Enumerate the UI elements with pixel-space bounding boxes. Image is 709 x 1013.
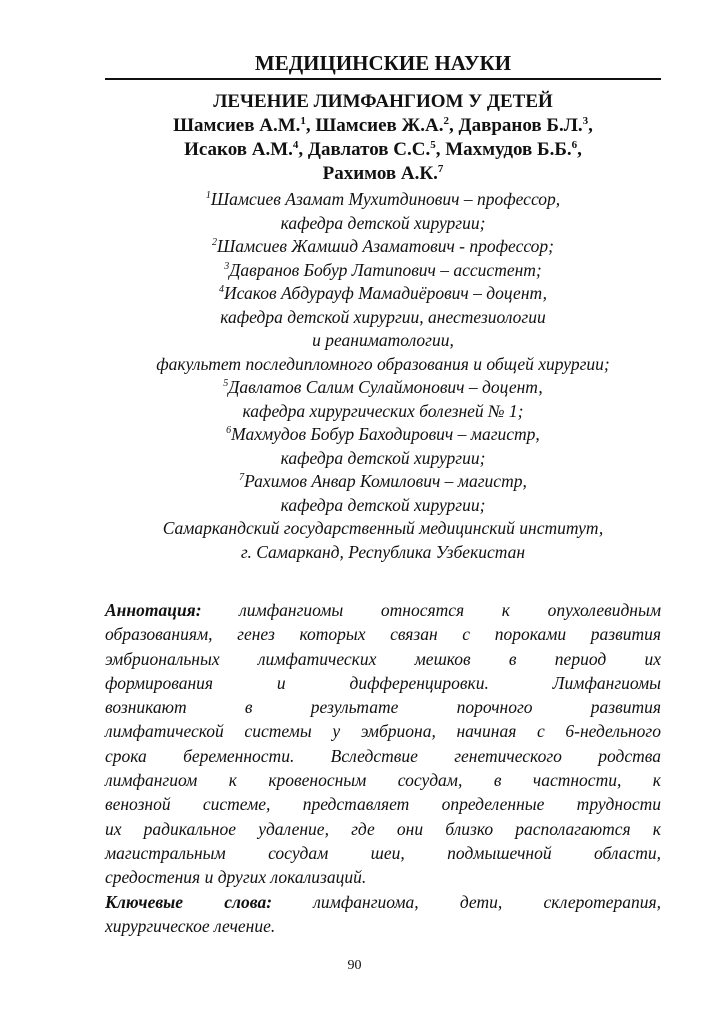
author-separator: , xyxy=(588,115,593,136)
author-name: Исаков А.М. xyxy=(184,139,293,160)
author-index: 6 xyxy=(571,139,578,151)
text-line xyxy=(105,671,661,695)
affiliation-index: 2 xyxy=(211,237,217,248)
text-line xyxy=(105,647,661,671)
line-text: лимфангиома, дети, склеротерапия, xyxy=(272,891,661,912)
author-line xyxy=(105,114,661,138)
abstract xyxy=(105,598,661,890)
text-line xyxy=(105,792,661,816)
section-rule xyxy=(105,78,661,80)
affiliation-line xyxy=(100,541,666,565)
line-text: лимфатической системы у эмбриона, начиная с 6-недельного xyxy=(105,721,661,742)
author-name: Рахимов А.К. xyxy=(322,163,438,184)
text-line xyxy=(105,768,661,792)
text-line xyxy=(105,865,661,889)
affiliation-line xyxy=(100,494,666,518)
author-name: Шамсиев А.М. xyxy=(173,115,301,136)
affiliations xyxy=(100,188,666,564)
label: Аннотация: xyxy=(105,600,202,620)
author-separator: , xyxy=(577,139,582,160)
text-line xyxy=(105,598,661,622)
text-line xyxy=(105,841,661,865)
affiliation-line xyxy=(100,306,666,330)
line-text: хирургическое лечение. xyxy=(105,915,276,936)
affiliation-index: 6 xyxy=(226,425,232,436)
affiliation-text: факультет последипломного образования и общей хирургии; xyxy=(156,353,610,374)
affiliation-line xyxy=(100,423,666,447)
affiliation-text: Шамсиев Жамшид Азаматович - профессор; xyxy=(216,236,555,256)
author-name: Махмудов Б.Б. xyxy=(445,139,572,160)
author-separator: , xyxy=(298,139,308,160)
title-block xyxy=(105,90,661,186)
affiliation-line xyxy=(100,329,666,353)
author-separator: , xyxy=(449,115,459,136)
author-index: 4 xyxy=(292,139,299,151)
affiliation-text: кафедра хирургических болезней № 1; xyxy=(242,400,524,421)
affiliation-text: Рахимов Анвар Комилович – магистр, xyxy=(244,471,527,491)
text-line xyxy=(105,890,661,914)
text-line xyxy=(105,719,661,743)
author-index: 2 xyxy=(443,115,450,127)
author-name: Давлатов С.С. xyxy=(307,139,431,160)
affiliation-text: кафедра детской хирургии; xyxy=(280,212,486,233)
line-text: лимфангиомы относятся к опухолевидным xyxy=(201,600,661,620)
affiliation-index: 3 xyxy=(224,260,230,272)
affiliation-index: 7 xyxy=(239,472,245,483)
affiliation-line xyxy=(100,259,666,283)
text-line xyxy=(105,695,661,719)
line-text: их радикальное удаление, где они близко располагаются к xyxy=(105,818,661,839)
author-name: Шамсиев Ж.А. xyxy=(315,115,444,136)
author-line xyxy=(105,138,661,162)
affiliation-line xyxy=(100,376,666,400)
line-text: срока беременности. Вследствие генетического родства xyxy=(105,745,661,766)
affiliation-index: 5 xyxy=(223,378,229,389)
article-title: ЛЕЧЕНИЕ ЛИМФАНГИОМ У ДЕТЕЙ xyxy=(213,91,553,112)
affiliation-line xyxy=(100,282,666,306)
affiliation-index: 4 xyxy=(219,284,225,295)
text-line xyxy=(105,914,661,938)
affiliation-text: г. Самарканд, Республика Узбекистан xyxy=(240,541,526,562)
affiliation-line xyxy=(100,447,666,471)
line-text: венозной системе, представляет определенные трудности xyxy=(105,794,661,815)
line-text: образованиям, генез которых связан с пороками развития xyxy=(105,624,661,645)
abstract-block xyxy=(105,598,661,938)
line-text: средостения и других локализаций. xyxy=(105,867,367,888)
author-index: 5 xyxy=(430,139,436,151)
affiliation-text: Махмудов Бобур Баходирович – магистр, xyxy=(231,424,540,444)
affiliation-text: Давлатов Салим Сулаймонович – доцент, xyxy=(228,377,543,397)
author-name: Давранов Б.Л. xyxy=(458,115,583,136)
affiliation-line xyxy=(100,235,666,259)
affiliation-text: и реаниматологии, xyxy=(312,330,454,350)
text-line xyxy=(105,744,661,768)
author-index: 1 xyxy=(300,115,306,127)
affiliation-line xyxy=(100,470,666,494)
keywords xyxy=(105,890,661,939)
affiliation-text: Самаркандский государственный медицинский институт, xyxy=(162,518,604,538)
line-text: возникают в результате порочного развития xyxy=(105,697,661,718)
line-text: лимфангиом к кровеносным сосудам, в частности, к xyxy=(105,770,661,791)
author-index: 7 xyxy=(437,163,444,175)
affiliation-line xyxy=(100,353,666,377)
affiliation-text: Давранов Бобур Латипович – ассистент; xyxy=(229,259,542,280)
affiliation-line xyxy=(100,400,666,424)
affiliation-text: кафедра детской хирургии; xyxy=(280,447,486,468)
section-title: МЕДИЦИНСКИЕ НАУКИ xyxy=(254,51,512,75)
affiliation-line xyxy=(100,517,666,541)
affiliation-text: кафедра детской хирургии; xyxy=(280,494,486,515)
author-separator: , xyxy=(435,139,446,160)
affiliation-text: кафедра детской хирургии, анестезиологии xyxy=(220,306,546,327)
affiliation-text: Шамсиев Азамат Мухитдинович – профессор, xyxy=(210,189,561,209)
author-line xyxy=(105,162,661,186)
author-index: 3 xyxy=(582,115,589,127)
line-text: эмбриональных лимфатических мешков в период их xyxy=(105,648,661,669)
affiliation-index: 1 xyxy=(205,190,211,201)
page-number: 90 xyxy=(347,958,362,973)
author-separator: , xyxy=(305,115,316,136)
affiliation-line xyxy=(100,188,666,212)
affiliation-text: Исаков Абдурауф Мамадиёрович – доцент, xyxy=(224,283,547,303)
authors xyxy=(105,114,661,186)
line-text: формирования и дифференцировки. Лимфангиомы xyxy=(105,672,661,693)
text-line xyxy=(105,817,661,841)
text-line xyxy=(105,622,661,646)
affiliation-line xyxy=(100,212,666,236)
label: Ключевые слова: xyxy=(105,891,273,912)
line-text: магистральным сосудам шеи, подмышечной области, xyxy=(105,842,661,863)
